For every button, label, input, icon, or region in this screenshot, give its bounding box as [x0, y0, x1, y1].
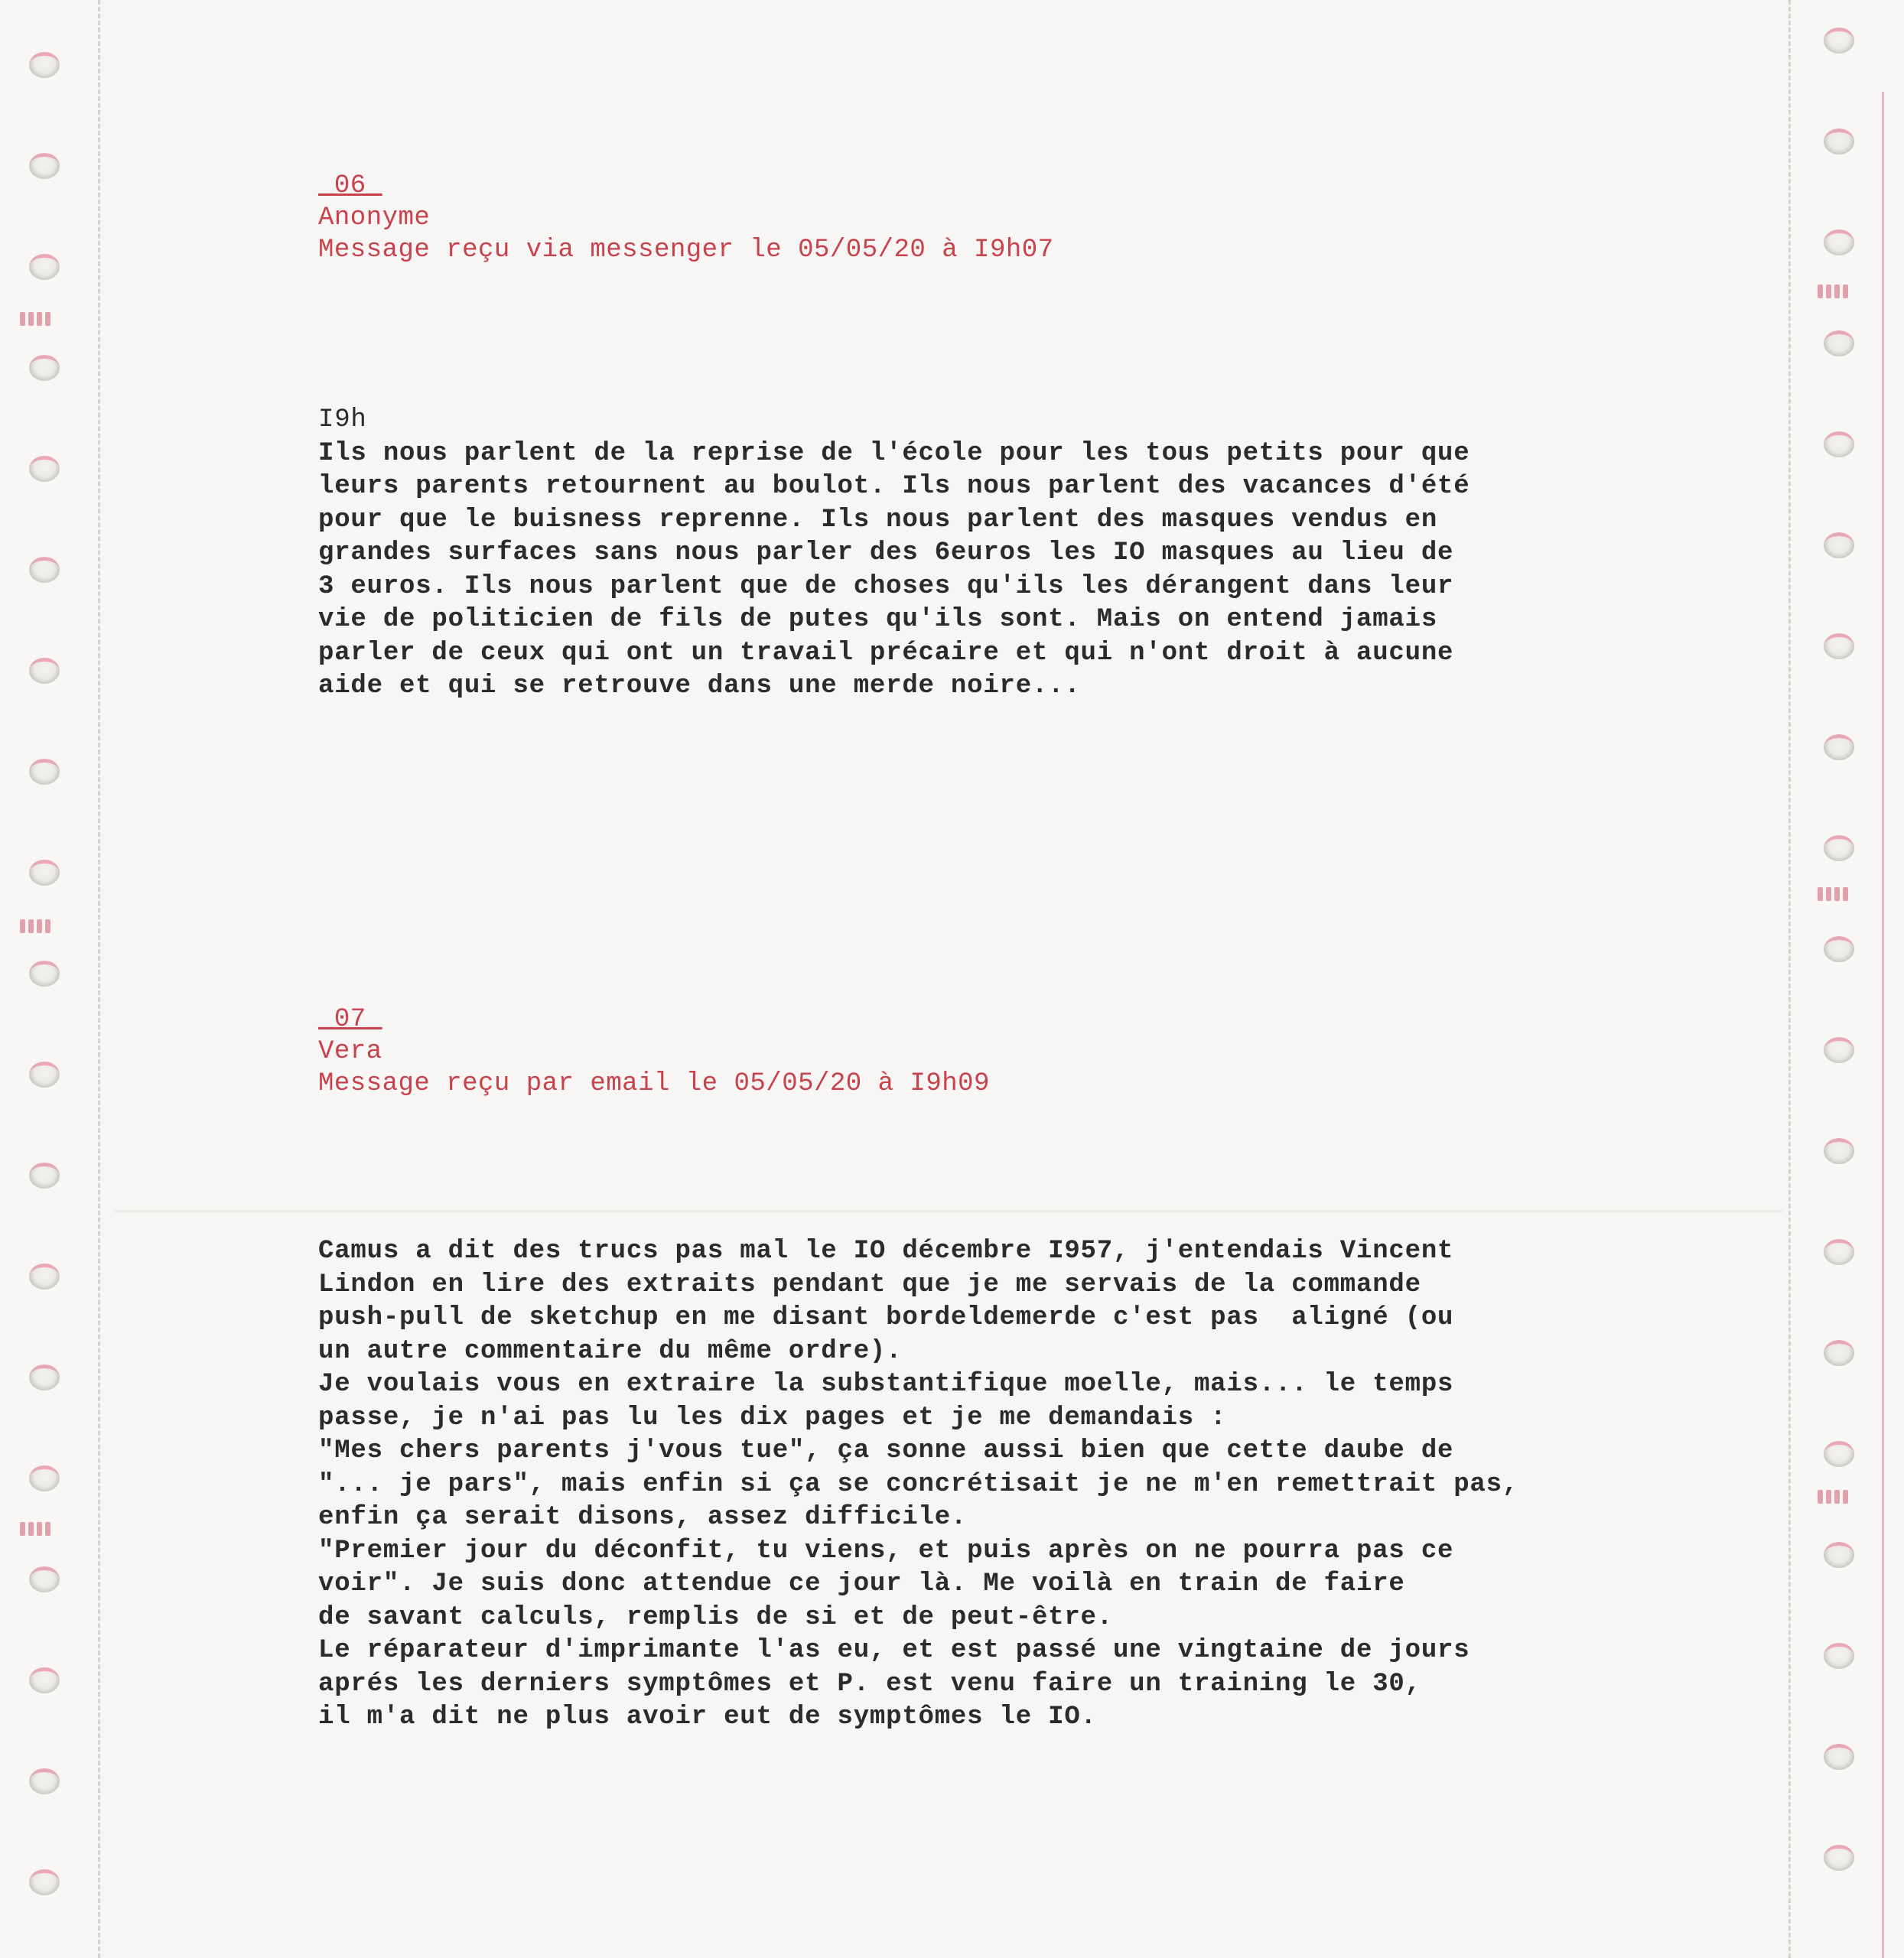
feed-hole	[1824, 1643, 1854, 1669]
right-perforation-line	[1788, 0, 1791, 1958]
perforation-tick-marks	[1818, 887, 1848, 901]
message-entry-06	[318, 170, 1573, 266]
feed-hole	[29, 254, 60, 280]
body-line: grandes surfaces sans nous parler des 6euros les IO masques au lieu de	[318, 538, 1454, 568]
body-line: "Mes chers parents j'vous tue", ça sonne aussi bien que cette daube de	[318, 1436, 1454, 1465]
feed-hole	[1824, 532, 1854, 558]
entry-time: I9h	[318, 405, 367, 434]
feed-hole	[29, 1264, 60, 1290]
feed-hole	[29, 1364, 60, 1390]
entry-author: Anonyme	[318, 203, 431, 233]
body-line: vie de politicien de fils de putes qu'ils sont. Mais on entend jamais	[318, 605, 1438, 634]
feed-hole	[29, 1566, 60, 1592]
feed-hole	[29, 1869, 60, 1895]
body-line: "... je pars", mais enfin si ça se concrétisait je ne m'en remettrait pas,	[318, 1469, 1519, 1499]
perforation-tick-marks	[20, 312, 50, 326]
feed-hole	[1824, 1340, 1854, 1366]
body-line: Ils nous parlent de la reprise de l'école pour les tous petits pour que	[318, 438, 1470, 468]
feed-hole	[1824, 128, 1854, 154]
body-line: Lindon en lire des extraits pendant que je me servais de la commande	[318, 1270, 1421, 1299]
feed-hole	[1824, 1138, 1854, 1164]
message-entry-07	[318, 1003, 1573, 1100]
feed-hole	[1824, 633, 1854, 659]
feed-hole	[29, 153, 60, 179]
entry-meta: Message reçu via messenger le 05/05/20 à I9h07	[318, 236, 1054, 265]
feed-hole	[1824, 1542, 1854, 1568]
perforation-tick-marks	[1818, 285, 1848, 298]
feed-hole	[1824, 431, 1854, 457]
feed-hole	[29, 1062, 60, 1088]
body-line: Le réparateur d'imprimante l'as eu, et est passé une vingtaine de jours	[318, 1636, 1470, 1665]
feed-hole	[29, 557, 60, 583]
perforation-tick-marks	[20, 919, 50, 933]
entry-author: Vera	[318, 1037, 382, 1066]
feed-hole	[1824, 1239, 1854, 1265]
body-line: il m'a dit ne plus avoir eut de symptômes le IO.	[318, 1703, 1097, 1732]
message-body-07	[318, 1235, 1573, 1735]
body-line: Camus a dit des trucs pas mal le IO décembre I957, j'entendais Vincent	[318, 1237, 1454, 1266]
feed-hole	[1824, 936, 1854, 962]
body-line: passe, je n'ai pas lu les dix pages et je me demandais :	[318, 1403, 1227, 1433]
body-line: Je voulais vous en extraire la substantifique moelle, mais... le temps	[318, 1370, 1454, 1399]
body-line: 3 euros. Ils nous parlent que de choses qu'ils les dérangent dans leur	[318, 571, 1454, 601]
body-line: voir". Je suis donc attendue ce jour là. Me voilà en train de faire	[318, 1569, 1405, 1599]
feed-hole	[29, 355, 60, 381]
feed-hole	[29, 456, 60, 482]
feed-hole	[29, 1768, 60, 1794]
body-line: enfin ça serait disons, assez difficile.	[318, 1503, 968, 1532]
body-line: push-pull de sketchup en me disant bordeldemerde c'est pas aligné (ou	[318, 1303, 1454, 1332]
body-line: aide et qui se retrouve dans une merde noire...	[318, 672, 1081, 701]
feed-hole	[1824, 330, 1854, 356]
feed-hole	[29, 658, 60, 684]
body-line: aprés les derniers symptômes et P. est venu faire un training le 30,	[318, 1669, 1421, 1699]
paper-fold	[115, 1210, 1782, 1213]
perforation-tick-marks	[20, 1522, 50, 1536]
feed-hole	[29, 860, 60, 886]
body-line: un autre commentaire du même ordre).	[318, 1336, 903, 1366]
feed-hole	[29, 1667, 60, 1693]
body-line: leurs parents retournent au boulot. Ils nous parlent des vacances d'été	[318, 472, 1470, 501]
feed-hole	[1824, 1441, 1854, 1467]
feed-hole	[1824, 1037, 1854, 1063]
feed-hole	[1824, 835, 1854, 861]
body-line: parler de ceux qui ont un travail précaire et qui n'ont droit à aucune	[318, 638, 1454, 668]
feed-hole	[1824, 28, 1854, 54]
feed-hole	[29, 759, 60, 785]
right-edge-mark	[1882, 92, 1884, 1958]
entry-number: _07_	[318, 1005, 382, 1034]
message-body-06	[318, 404, 1573, 704]
feed-hole	[1824, 1744, 1854, 1770]
entry-number: _06_	[318, 171, 382, 200]
feed-hole	[1824, 734, 1854, 760]
perforation-tick-marks	[1818, 1490, 1848, 1504]
left-perforation-line	[98, 0, 100, 1958]
entry-meta: Message reçu par email le 05/05/20 à I9h09	[318, 1069, 990, 1098]
feed-hole	[29, 1465, 60, 1491]
body-line: pour que le buisness reprenne. Ils nous parlent des masques vendus en	[318, 505, 1438, 535]
feed-hole	[29, 961, 60, 987]
body-line: "Premier jour du déconfit, tu viens, et puis après on ne pourra pas ce	[318, 1536, 1454, 1566]
feed-hole	[1824, 1845, 1854, 1871]
feed-hole	[29, 1163, 60, 1189]
feed-hole	[1824, 229, 1854, 255]
body-line: de savant calculs, remplis de si et de peut-être.	[318, 1602, 1113, 1632]
feed-hole	[29, 52, 60, 78]
